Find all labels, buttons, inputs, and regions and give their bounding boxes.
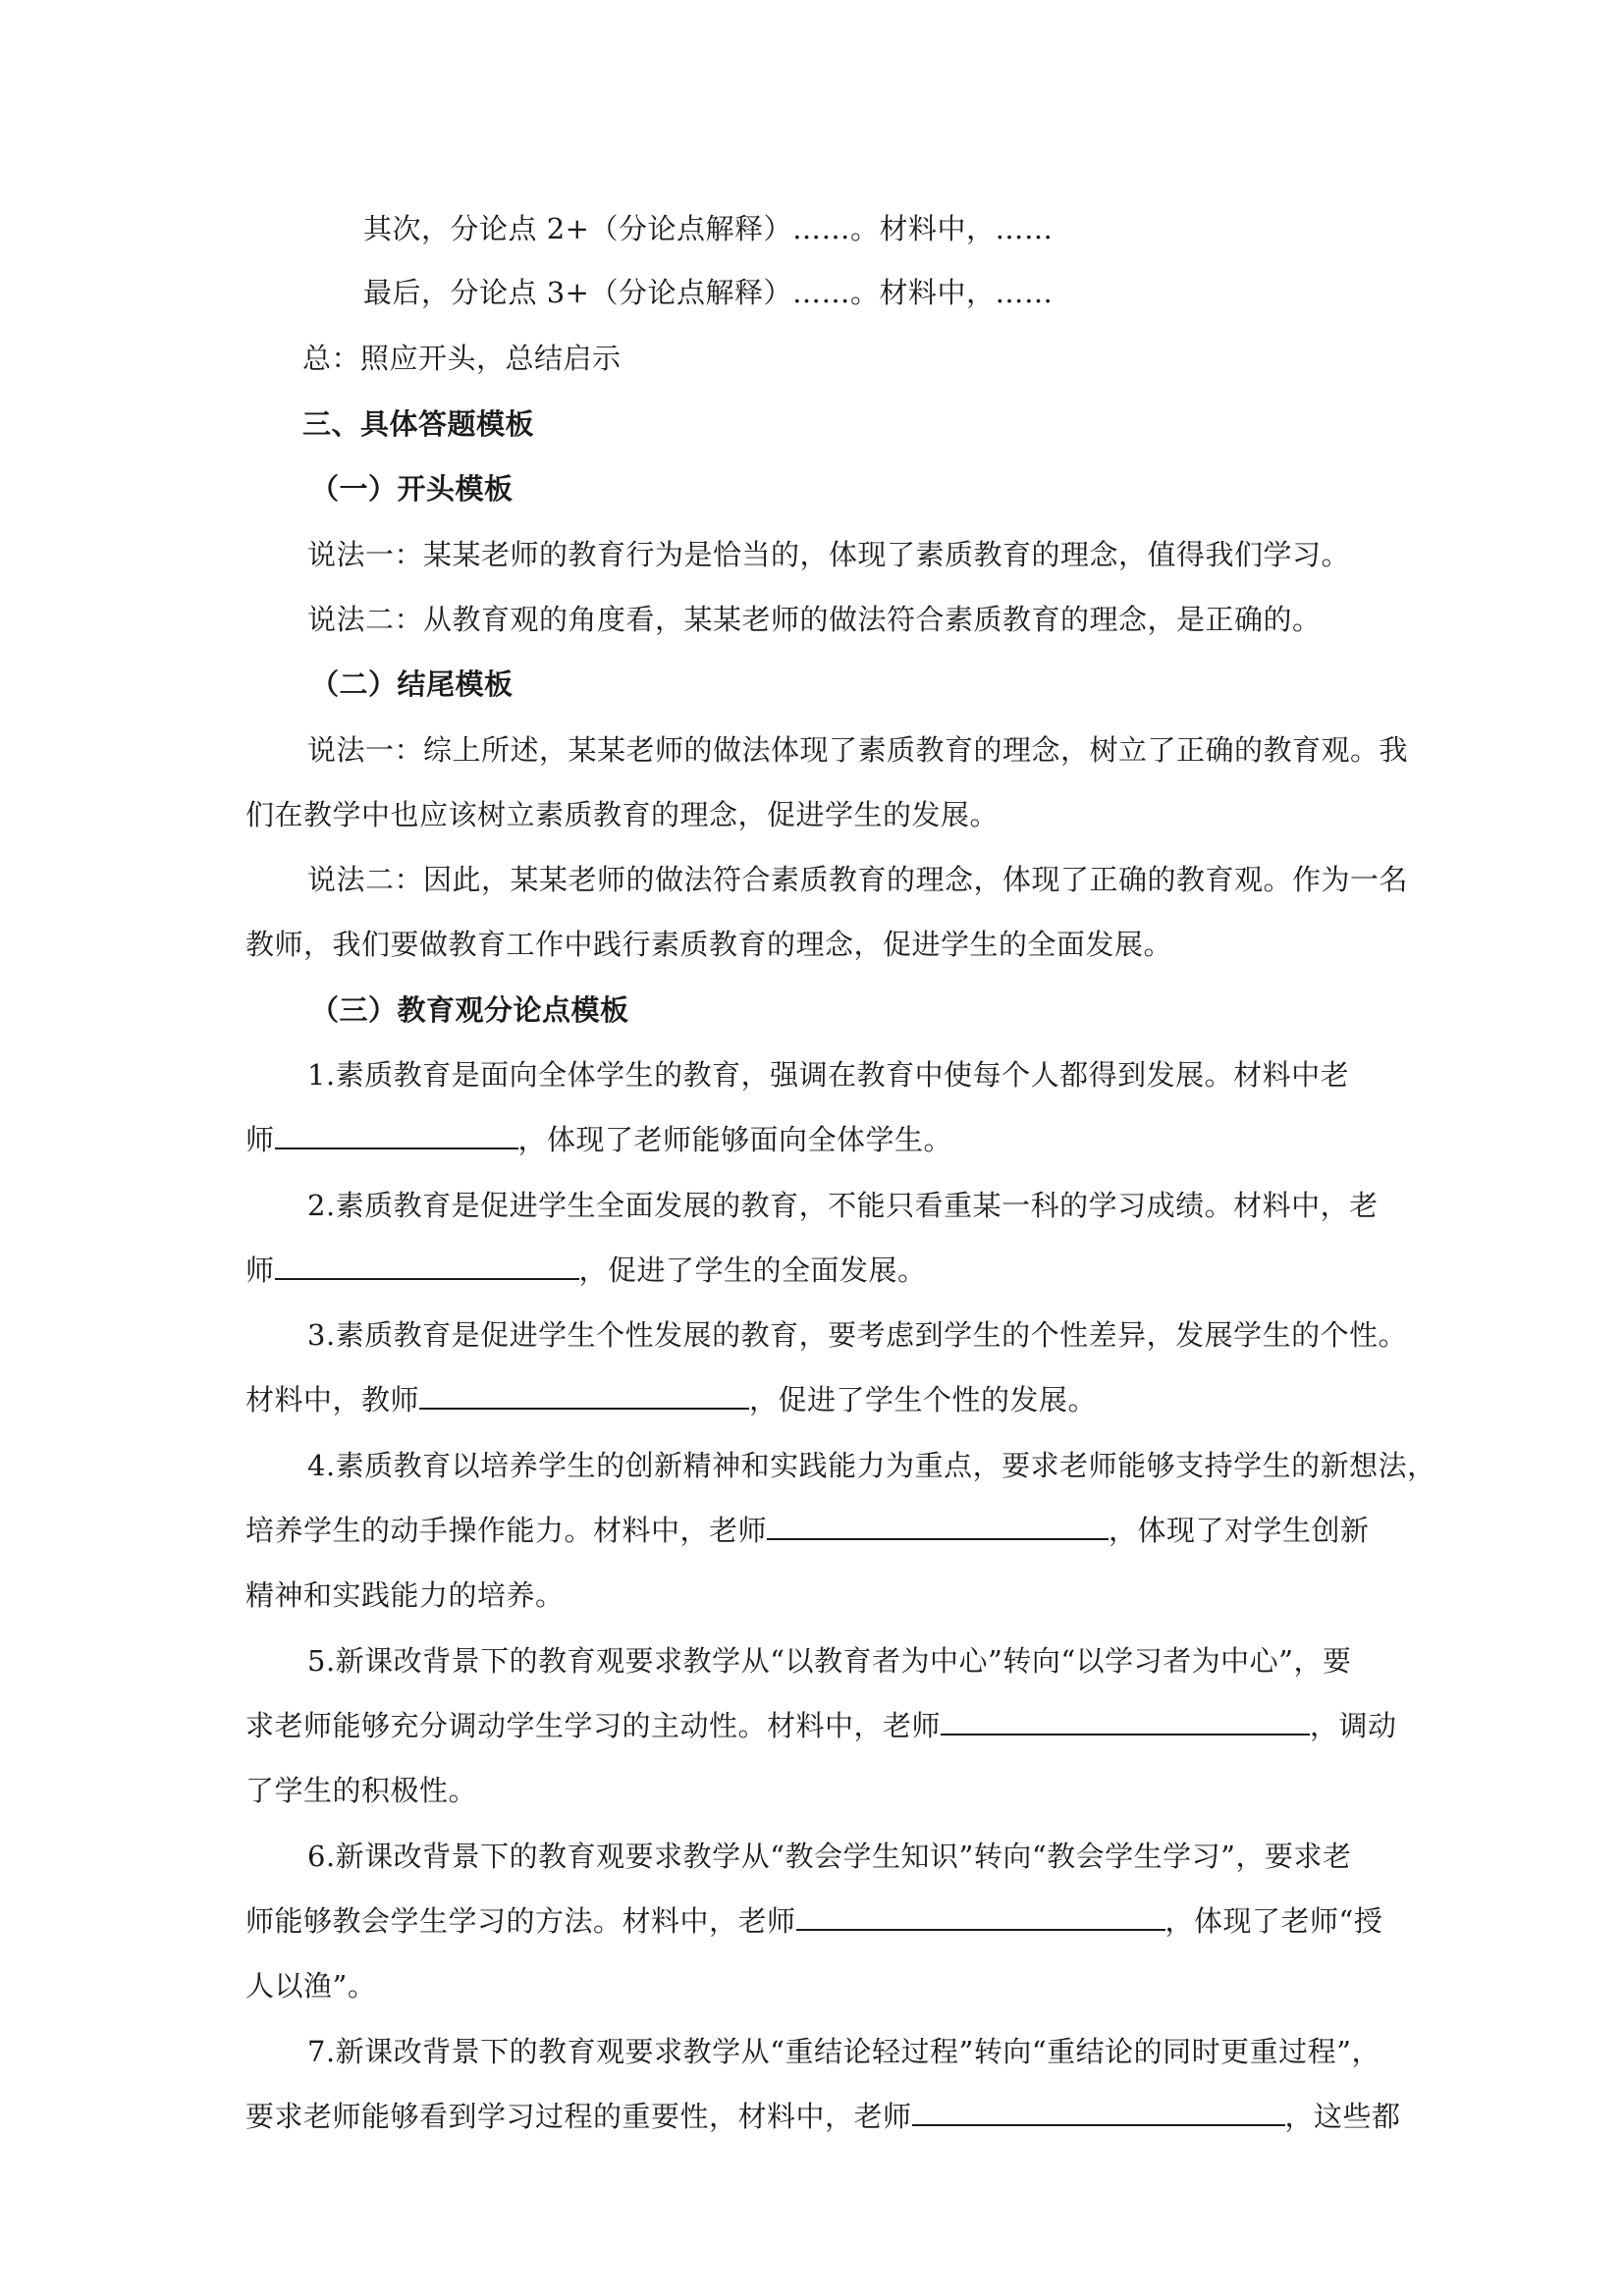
body-line bbox=[245, 2097, 1401, 2136]
subsection-heading: （二）结尾模板 bbox=[310, 667, 514, 701]
body-line bbox=[245, 1120, 952, 1159]
line-text: ，促进了学生个性的发展。 bbox=[749, 1383, 1098, 1416]
body-line: 说法二：因此，某某老师的做法符合素质教育的理念，体现了正确的教育观。作为一名 bbox=[307, 863, 1409, 896]
body-line: 人以渔”。 bbox=[245, 1969, 377, 2002]
body-line: 最后，分论点 3+（分论点解释）……。材料中，…… bbox=[363, 276, 1054, 309]
body-line: 精神和实践能力的培养。 bbox=[245, 1578, 565, 1612]
body-line: 3.素质教育是促进学生个性发展的教育，要考虑到学生的个性差异，发展学生的个性。 bbox=[307, 1318, 1408, 1352]
fill-in-blank bbox=[767, 1513, 1109, 1540]
line-text: 要求老师能够看到学习过程的重要性，材料中，老师 bbox=[245, 2100, 912, 2133]
body-line bbox=[245, 1511, 1370, 1550]
body-line bbox=[245, 1901, 1382, 1941]
body-line: 7.新课改背景下的教育观要求教学从“重结论轻过程”转向“重结论的同时更重过程”， bbox=[307, 2035, 1380, 2068]
body-line: 教师，我们要做教育工作中践行素质教育的理念，促进学生的全面发展。 bbox=[245, 928, 1173, 961]
fill-in-blank bbox=[796, 1903, 1165, 1931]
body-line: 说法一：某某老师的教育行为是恰当的，体现了素质教育的理念，值得我们学习。 bbox=[307, 538, 1351, 571]
body-line: 4.素质教育以培养学生的创新精神和实践能力为重点，要求老师能够支持学生的新想法， bbox=[307, 1449, 1436, 1482]
body-line: 2.素质教育是促进学生全面发展的教育，不能只看重某一科的学习成绩。材料中，老 bbox=[307, 1189, 1379, 1222]
section-heading: 三、具体答题模板 bbox=[302, 407, 535, 441]
line-text: 师能够教会学生学习的方法。材料中，老师 bbox=[245, 1904, 796, 1938]
body-line: 总：照应开头，总结启示 bbox=[302, 342, 622, 375]
body-line bbox=[245, 1380, 1097, 1419]
body-line: 了学生的积极性。 bbox=[245, 1774, 478, 1807]
line-text: ，体现了老师“授 bbox=[1164, 1904, 1383, 1938]
fill-in-blank bbox=[275, 1122, 518, 1149]
body-line: 其次，分论点 2+（分论点解释）……。材料中，…… bbox=[363, 212, 1054, 245]
line-text: ，调动 bbox=[1310, 1709, 1397, 1742]
body-line: 说法一：综上所述，某某老师的做法体现了素质教育的理念，树立了正确的教育观。我 bbox=[307, 733, 1409, 767]
body-line: 1.素质教育是面向全体学生的教育，强调在教育中使每个人都得到发展。材料中老 bbox=[307, 1058, 1350, 1092]
line-text: 师 bbox=[245, 1254, 275, 1287]
body-line bbox=[245, 1251, 927, 1290]
body-line: 6.新课改背景下的教育观要求教学从“教会学生知识”转向“教会学生学习”，要求老 bbox=[307, 1840, 1352, 1873]
fill-in-blank bbox=[275, 1253, 579, 1280]
body-line: 们在教学中也应该树立素质教育的理念，促进学生的发展。 bbox=[245, 798, 1000, 831]
subsection-heading: （一）开头模板 bbox=[310, 472, 514, 506]
line-text: 培养学生的动手操作能力。材料中，老师 bbox=[245, 1514, 768, 1547]
line-text: ，体现了对学生创新 bbox=[1109, 1514, 1370, 1547]
body-line bbox=[245, 1706, 1397, 1745]
line-text: 师 bbox=[245, 1123, 275, 1156]
line-text: 材料中，教师 bbox=[245, 1383, 420, 1416]
body-line: 5.新课改背景下的教育观要求教学从“以教育者为中心”转向“以学习者为中心”，要 bbox=[307, 1644, 1352, 1678]
fill-in-blank bbox=[419, 1382, 749, 1410]
line-text: ，体现了老师能够面向全体学生。 bbox=[517, 1123, 953, 1156]
fill-in-blank bbox=[912, 2099, 1285, 2126]
body-line: 说法二：从教育观的角度看，某某老师的做法符合素质教育的理念，是正确的。 bbox=[307, 603, 1322, 636]
subsection-heading: （三）教育观分论点模板 bbox=[310, 993, 629, 1027]
line-text: ，这些都 bbox=[1284, 2100, 1401, 2133]
line-text: ，促进了学生的全面发展。 bbox=[578, 1254, 927, 1287]
line-text: 求老师能够充分调动学生学习的主动性。材料中，老师 bbox=[245, 1709, 942, 1742]
fill-in-blank bbox=[941, 1708, 1310, 1735]
